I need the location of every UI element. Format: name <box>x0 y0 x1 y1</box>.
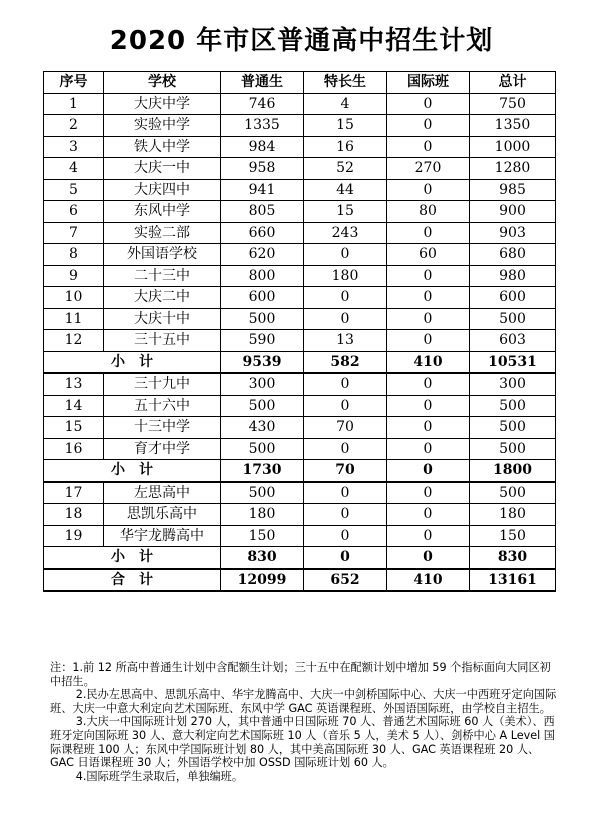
note-2: 2.民办左思高中、思凯乐高中、华宇龙腾高中、大庆一中剑桥国际中心、大庆一中西班牙定向国际班、大庆一中意大利定向艺术国际班、东风中学 GAC 英语课程班、外国语国际班，由学校自主招生。 <box>50 688 557 715</box>
cell-school: 外国语学校 <box>104 244 221 266</box>
cell-school: 东风中学 <box>104 201 221 223</box>
table-row <box>44 201 556 223</box>
cell-school: 左思高中 <box>104 482 221 504</box>
cell-normal: 150 <box>221 525 304 547</box>
table-row <box>44 330 556 352</box>
subtotal-label: 小 计 <box>44 460 221 482</box>
table-row <box>44 287 556 309</box>
table-row <box>44 265 556 287</box>
cell-no: 16 <box>44 438 104 460</box>
cell-special: 0 <box>304 395 387 417</box>
cell-total: 680 <box>470 244 556 266</box>
cell-no: 6 <box>44 201 104 223</box>
cell-special: 44 <box>304 179 387 201</box>
cell-intl: 0 <box>387 330 470 352</box>
cell-intl: 0 <box>387 417 470 439</box>
cell-total: 180 <box>470 504 556 526</box>
subtotal-label: 小 计 <box>44 351 221 373</box>
cell-no: 18 <box>44 504 104 526</box>
subtotal-special: 582 <box>304 351 387 373</box>
cell-special: 180 <box>304 265 387 287</box>
cell-normal: 600 <box>221 287 304 309</box>
cell-intl: 0 <box>387 265 470 287</box>
subtotal-row <box>44 569 556 592</box>
cell-school: 思凯乐高中 <box>104 504 221 526</box>
cell-no: 13 <box>44 373 104 395</box>
cell-no: 7 <box>44 222 104 244</box>
cell-school: 三十五中 <box>104 330 221 352</box>
cell-special: 0 <box>304 244 387 266</box>
table-row <box>44 438 556 460</box>
cell-no: 10 <box>44 287 104 309</box>
table-row <box>44 222 556 244</box>
cell-total: 985 <box>470 179 556 201</box>
cell-normal: 805 <box>221 201 304 223</box>
cell-no: 4 <box>44 158 104 180</box>
header-intl: 国际班 <box>387 72 470 94</box>
note-1: 注：1.前 12 所高中普通生计划中含配额生计划；三十五中在配额计划中增加 59 个指标面向大同区初中招生。 <box>50 661 551 688</box>
cell-intl: 0 <box>387 179 470 201</box>
table-row <box>44 115 556 137</box>
subtotal-row <box>44 547 556 569</box>
cell-no: 9 <box>44 265 104 287</box>
cell-no: 15 <box>44 417 104 439</box>
cell-school: 大庆一中 <box>104 158 221 180</box>
table-row <box>44 395 556 417</box>
cell-normal: 941 <box>221 179 304 201</box>
cell-normal: 984 <box>221 136 304 158</box>
table-row <box>44 417 556 439</box>
table-row <box>44 93 556 115</box>
cell-intl: 0 <box>387 115 470 137</box>
subtotal-normal: 1730 <box>221 460 304 482</box>
cell-total: 600 <box>470 287 556 309</box>
subtotal-intl: 410 <box>387 569 470 592</box>
cell-total: 500 <box>470 395 556 417</box>
cell-intl: 0 <box>387 438 470 460</box>
table-row <box>44 373 556 395</box>
cell-no: 14 <box>44 395 104 417</box>
cell-normal: 500 <box>221 438 304 460</box>
subtotal-total: 13161 <box>470 569 556 592</box>
cell-special: 0 <box>304 504 387 526</box>
cell-special: 0 <box>304 287 387 309</box>
cell-normal: 958 <box>221 158 304 180</box>
cell-school: 华宇龙腾高中 <box>104 525 221 547</box>
cell-special: 15 <box>304 115 387 137</box>
subtotal-intl: 410 <box>387 351 470 373</box>
cell-school: 大庆四中 <box>104 179 221 201</box>
cell-special: 0 <box>304 525 387 547</box>
cell-normal: 430 <box>221 417 304 439</box>
cell-normal: 500 <box>221 395 304 417</box>
cell-school: 实验二部 <box>104 222 221 244</box>
cell-normal: 590 <box>221 330 304 352</box>
cell-normal: 746 <box>221 93 304 115</box>
cell-total: 1350 <box>470 115 556 137</box>
cell-normal: 180 <box>221 504 304 526</box>
cell-normal: 620 <box>221 244 304 266</box>
cell-total: 300 <box>470 373 556 395</box>
cell-school: 铁人中学 <box>104 136 221 158</box>
table-row <box>44 482 556 504</box>
cell-normal: 300 <box>221 373 304 395</box>
cell-no: 1 <box>44 93 104 115</box>
note-4: 4.国际班学生录取后，单独编班。 <box>75 769 244 783</box>
cell-total: 980 <box>470 265 556 287</box>
subtotal-normal: 830 <box>221 547 304 569</box>
cell-special: 16 <box>304 136 387 158</box>
cell-school: 实验中学 <box>104 115 221 137</box>
cell-school: 二十三中 <box>104 265 221 287</box>
table-row <box>44 525 556 547</box>
subtotal-normal: 9539 <box>221 351 304 373</box>
note-3: 3.大庆一中国际班计划 270 人，其中普通中日国际班 70 人、普通艺术国际班 60 人（美术）、西班牙定向国际班 30 人、意大利定向艺术国际班 10 人（音乐 5 人，美术 5 人）、剑桥中心 A Level 国际课程班 100 人；东风中学国际班计划 80 人，其中美高国际班 30 人、GAC 英语课程班 20 人、GAC 日语课程班 30 人；外国语学校中加 OSSD 国际班计划 60 人。 <box>50 715 555 770</box>
cell-special: 13 <box>304 330 387 352</box>
cell-intl: 0 <box>387 136 470 158</box>
cell-intl: 0 <box>387 504 470 526</box>
subtotal-total: 1800 <box>470 460 556 482</box>
cell-normal: 500 <box>221 482 304 504</box>
cell-normal: 1335 <box>221 115 304 137</box>
cell-total: 500 <box>470 417 556 439</box>
cell-school: 大庆十中 <box>104 308 221 330</box>
table-row <box>44 504 556 526</box>
subtotal-row <box>44 460 556 482</box>
cell-intl: 80 <box>387 201 470 223</box>
cell-intl: 0 <box>387 93 470 115</box>
cell-intl: 270 <box>387 158 470 180</box>
header-row <box>44 72 556 94</box>
cell-normal: 660 <box>221 222 304 244</box>
cell-special: 4 <box>304 93 387 115</box>
cell-no: 11 <box>44 308 104 330</box>
cell-intl: 0 <box>387 222 470 244</box>
cell-school: 十三中学 <box>104 417 221 439</box>
cell-school: 大庆中学 <box>104 93 221 115</box>
cell-no: 5 <box>44 179 104 201</box>
cell-intl: 0 <box>387 287 470 309</box>
header-school: 学校 <box>104 72 221 94</box>
page-title: 2020 年市区普通高中招生计划 <box>109 26 494 56</box>
table-row <box>44 244 556 266</box>
cell-intl: 60 <box>387 244 470 266</box>
subtotal-row <box>44 351 556 373</box>
cell-total: 150 <box>470 525 556 547</box>
cell-special: 243 <box>304 222 387 244</box>
cell-school: 育才中学 <box>104 438 221 460</box>
cell-special: 0 <box>304 438 387 460</box>
cell-total: 500 <box>470 438 556 460</box>
cell-total: 1000 <box>470 136 556 158</box>
cell-total: 603 <box>470 330 556 352</box>
cell-total: 750 <box>470 93 556 115</box>
cell-no: 17 <box>44 482 104 504</box>
cell-normal: 800 <box>221 265 304 287</box>
subtotal-intl: 0 <box>387 547 470 569</box>
cell-intl: 0 <box>387 525 470 547</box>
cell-special: 0 <box>304 308 387 330</box>
subtotal-total: 10531 <box>470 351 556 373</box>
cell-intl: 0 <box>387 308 470 330</box>
cell-intl: 0 <box>387 373 470 395</box>
cell-school: 大庆二中 <box>104 287 221 309</box>
enrollment-table <box>43 71 556 592</box>
cell-normal: 500 <box>221 308 304 330</box>
table-row <box>44 136 556 158</box>
cell-total: 500 <box>470 308 556 330</box>
cell-total: 500 <box>470 482 556 504</box>
cell-total: 1280 <box>470 158 556 180</box>
subtotal-label: 小 计 <box>44 547 221 569</box>
cell-no: 19 <box>44 525 104 547</box>
header-normal: 普通生 <box>221 72 304 94</box>
cell-no: 2 <box>44 115 104 137</box>
header-total: 总计 <box>470 72 556 94</box>
cell-special: 70 <box>304 417 387 439</box>
header-no: 序号 <box>44 72 104 94</box>
cell-total: 900 <box>470 201 556 223</box>
subtotal-total: 830 <box>470 547 556 569</box>
table-row <box>44 179 556 201</box>
cell-no: 8 <box>44 244 104 266</box>
cell-intl: 0 <box>387 482 470 504</box>
subtotal-normal: 12099 <box>221 569 304 592</box>
table-body <box>44 93 556 591</box>
subtotal-intl: 0 <box>387 460 470 482</box>
subtotal-special: 70 <box>304 460 387 482</box>
header-special: 特长生 <box>304 72 387 94</box>
cell-school: 五十六中 <box>104 395 221 417</box>
cell-total: 903 <box>470 222 556 244</box>
cell-special: 0 <box>304 373 387 395</box>
table-row <box>44 158 556 180</box>
cell-no: 3 <box>44 136 104 158</box>
cell-special: 0 <box>304 482 387 504</box>
subtotal-special: 0 <box>304 547 387 569</box>
notes <box>50 661 560 783</box>
table-row <box>44 308 556 330</box>
cell-no: 12 <box>44 330 104 352</box>
cell-special: 52 <box>304 158 387 180</box>
cell-special: 15 <box>304 201 387 223</box>
subtotal-label: 合 计 <box>44 569 221 592</box>
subtotal-special: 652 <box>304 569 387 592</box>
cell-intl: 0 <box>387 395 470 417</box>
cell-school: 三十九中 <box>104 373 221 395</box>
